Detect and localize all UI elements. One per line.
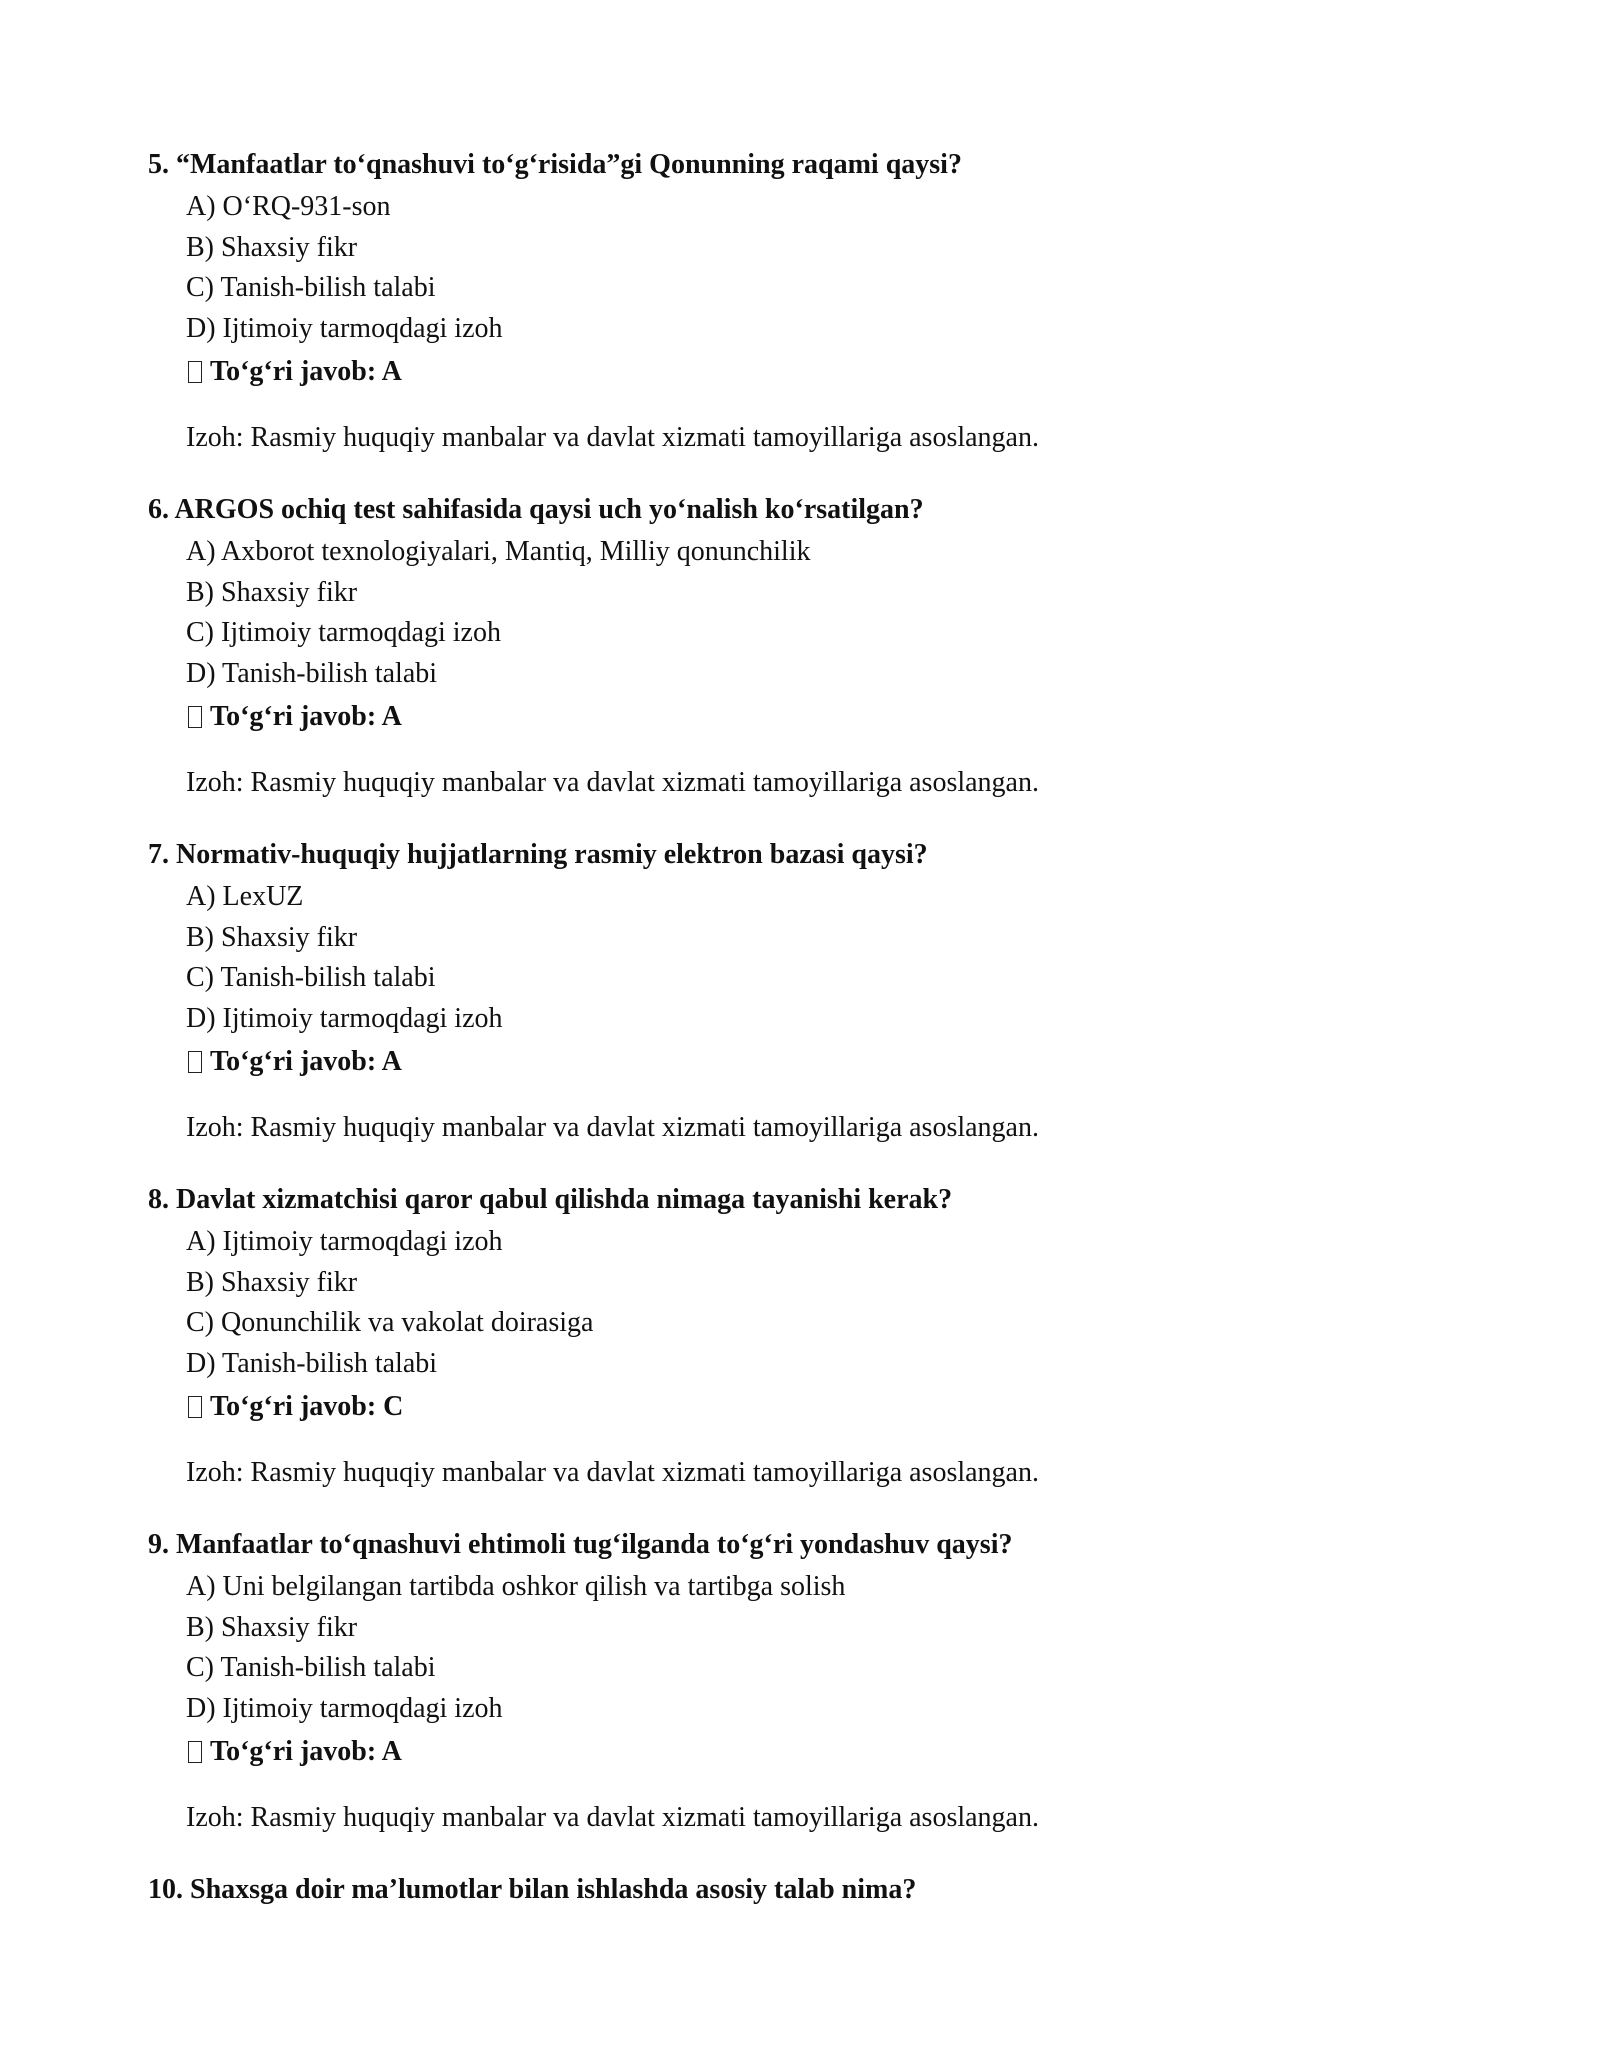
missing-glyph-icon — [188, 1741, 202, 1763]
correct-answer-text: To‘g‘ri javob: A — [210, 1736, 402, 1767]
explanation-note: Izoh: Rasmiy huquqiy manbalar va davlat xizmati tamoyillariga asoslangan. — [186, 767, 1039, 798]
question-title: 5. “Manfaatlar to‘qnashuvi to‘g‘risida”gi Qonunning raqami qaysi? — [148, 149, 962, 180]
correct-answer — [186, 694, 1458, 740]
correct-answer — [186, 1729, 1458, 1775]
question-10-title: 10. Shaxsga doir ma’lumotlar bilan ishlashda asosiy talab nima? — [148, 1874, 917, 1905]
correct-answer-text: To‘g‘ri javob: A — [210, 356, 402, 387]
option-d: D) Ijtimoiy tarmoqdagi izoh — [186, 1002, 503, 1034]
options-list — [186, 877, 1458, 1039]
missing-glyph-icon — [188, 1051, 202, 1073]
correct-answer — [186, 349, 1458, 395]
question-6-block — [148, 488, 1458, 833]
question-title: 9. Manfaatlar to‘qnashuvi ehtimoli tug‘ilganda to‘g‘ri yondashuv qaysi? — [148, 1529, 1013, 1560]
missing-glyph-icon — [188, 706, 202, 728]
question-title: 7. Normativ-huquqiy hujjatlarning rasmiy elektron bazasi qaysi? — [148, 839, 928, 870]
options-list — [186, 532, 1458, 694]
correct-answer-text: To‘g‘ri javob: A — [210, 1046, 402, 1077]
options-list — [186, 1567, 1458, 1729]
option-c: C) Ijtimoiy tarmoqdagi izoh — [186, 617, 501, 648]
option-b: B) Shaxsiy fikr — [186, 1266, 358, 1298]
option-a: A) Axborot texnologiyalari, Mantiq, Milliy qonunchilik — [186, 536, 811, 567]
option-b: B) Shaxsiy fikr — [186, 1611, 358, 1643]
explanation-note: Izoh: Rasmiy huquqiy manbalar va davlat xizmati tamoyillariga asoslangan. — [186, 422, 1039, 453]
option-c: C) Tanish-bilish talabi — [186, 272, 436, 303]
missing-glyph-icon — [188, 1396, 202, 1418]
option-b: B) Shaxsiy fikr — [186, 576, 358, 608]
option-b: B) Shaxsiy fikr — [186, 231, 358, 263]
correct-answer — [186, 1384, 1458, 1430]
question-title: 8. Davlat xizmatchisi qaror qabul qilishda nimaga tayanishi kerak? — [148, 1184, 953, 1215]
option-d: D) Tanish-bilish talabi — [186, 657, 438, 689]
option-d: D) Tanish-bilish talabi — [186, 1347, 438, 1379]
explanation-note: Izoh: Rasmiy huquqiy manbalar va davlat xizmati tamoyillariga asoslangan. — [186, 1802, 1039, 1833]
question-title: 6. ARGOS ochiq test sahifasida qaysi uch yo‘nalish ko‘rsatilgan? — [148, 494, 924, 525]
explanation-note: Izoh: Rasmiy huquqiy manbalar va davlat xizmati tamoyillariga asoslangan. — [186, 1112, 1039, 1143]
correct-answer-text: To‘g‘ri javob: C — [210, 1391, 404, 1422]
correct-answer — [186, 1039, 1458, 1085]
options-list — [186, 1222, 1458, 1384]
correct-answer-text: To‘g‘ri javob: A — [210, 701, 402, 732]
explanation-note: Izoh: Rasmiy huquqiy manbalar va davlat xizmati tamoyillariga asoslangan. — [186, 1457, 1039, 1488]
question-7-block — [148, 833, 1458, 1178]
option-a: A) LexUZ — [186, 881, 304, 912]
option-a: A) Ijtimoiy tarmoqdagi izoh — [186, 1226, 503, 1257]
option-d: D) Ijtimoiy tarmoqdagi izoh — [186, 1692, 503, 1724]
question-8-block — [148, 1178, 1458, 1523]
question-5-block — [148, 143, 1458, 488]
option-a: A) Uni belgilangan tartibda oshkor qilish va tartibga solish — [186, 1571, 846, 1602]
options-list — [186, 187, 1458, 349]
option-c: C) Tanish-bilish talabi — [186, 962, 436, 993]
missing-glyph-icon — [188, 361, 202, 383]
option-c: C) Tanish-bilish talabi — [186, 1652, 436, 1683]
option-c: C) Qonunchilik va vakolat doirasiga — [186, 1307, 594, 1338]
option-b: B) Shaxsiy fikr — [186, 921, 358, 953]
option-a: A) O‘RQ-931-son — [186, 191, 391, 222]
quiz-content — [148, 143, 1458, 1912]
question-9-block — [148, 1523, 1458, 1868]
option-d: D) Ijtimoiy tarmoqdagi izoh — [186, 312, 503, 344]
